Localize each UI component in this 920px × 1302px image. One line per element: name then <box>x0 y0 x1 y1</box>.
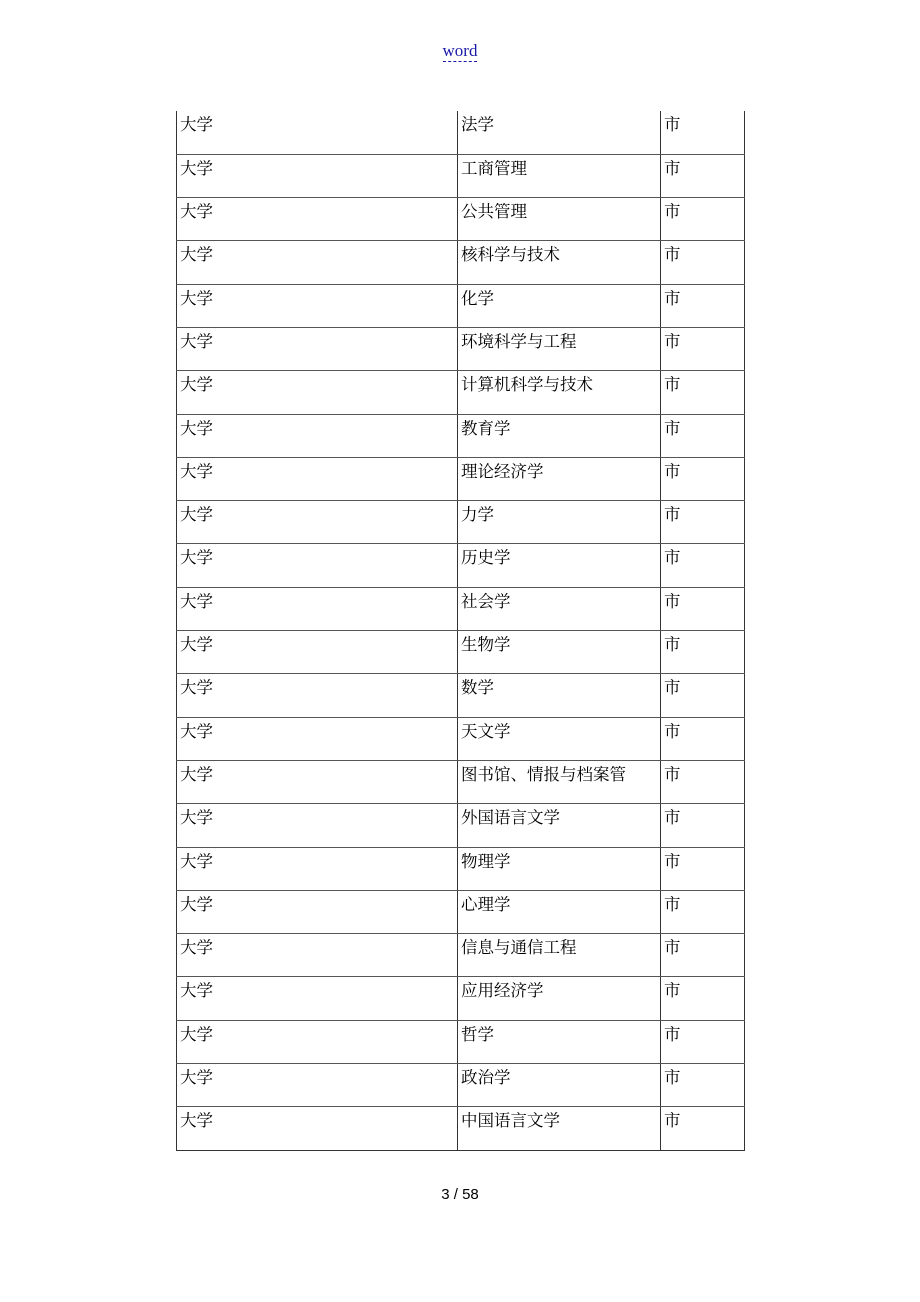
table-row <box>177 241 745 284</box>
table-row <box>177 111 745 154</box>
cell-region: 市 <box>661 198 745 241</box>
table-row <box>177 414 745 457</box>
cell-school: 大学 <box>177 587 458 630</box>
cell-major: 历史学 <box>458 544 661 587</box>
table-row <box>177 284 745 327</box>
cell-major: 中国语言文学 <box>458 1107 661 1150</box>
cell-major: 物理学 <box>458 847 661 890</box>
cell-region: 市 <box>661 327 745 370</box>
cell-school: 大学 <box>177 111 458 154</box>
cell-region: 市 <box>661 457 745 500</box>
cell-major: 哲学 <box>458 1020 661 1063</box>
page-number: 3 / 58 <box>441 1186 479 1203</box>
cell-major: 应用经济学 <box>458 977 661 1020</box>
cell-major: 环境科学与工程 <box>458 327 661 370</box>
cell-school: 大学 <box>177 1107 458 1150</box>
table-row <box>177 847 745 890</box>
table-row <box>177 1020 745 1063</box>
cell-major: 生物学 <box>458 631 661 674</box>
cell-region: 市 <box>661 760 745 803</box>
table-row <box>177 674 745 717</box>
cell-school: 大学 <box>177 674 458 717</box>
cell-major: 心理学 <box>458 890 661 933</box>
cell-major: 外国语言文学 <box>458 804 661 847</box>
cell-region: 市 <box>661 371 745 414</box>
cell-school: 大学 <box>177 241 458 284</box>
cell-school: 大学 <box>177 457 458 500</box>
cell-school: 大学 <box>177 977 458 1020</box>
table-row <box>177 890 745 933</box>
table-row <box>177 1107 745 1150</box>
data-table <box>176 111 745 1151</box>
cell-region: 市 <box>661 847 745 890</box>
cell-school: 大学 <box>177 1064 458 1107</box>
cell-region: 市 <box>661 544 745 587</box>
table-row <box>177 544 745 587</box>
cell-region: 市 <box>661 804 745 847</box>
cell-school: 大学 <box>177 327 458 370</box>
cell-school: 大学 <box>177 890 458 933</box>
cell-region: 市 <box>661 1107 745 1150</box>
cell-region: 市 <box>661 674 745 717</box>
cell-school: 大学 <box>177 717 458 760</box>
cell-school: 大学 <box>177 1020 458 1063</box>
table-row <box>177 327 745 370</box>
table-row <box>177 457 745 500</box>
cell-major: 社会学 <box>458 587 661 630</box>
cell-school: 大学 <box>177 501 458 544</box>
cell-region: 市 <box>661 890 745 933</box>
table-row <box>177 371 745 414</box>
table-row <box>177 501 745 544</box>
cell-region: 市 <box>661 1020 745 1063</box>
cell-major: 化学 <box>458 284 661 327</box>
table-body <box>177 111 745 1150</box>
cell-region: 市 <box>661 241 745 284</box>
table-row <box>177 977 745 1020</box>
cell-school: 大学 <box>177 154 458 197</box>
cell-region: 市 <box>661 631 745 674</box>
cell-region: 市 <box>661 1064 745 1107</box>
cell-major: 数学 <box>458 674 661 717</box>
cell-school: 大学 <box>177 804 458 847</box>
cell-school: 大学 <box>177 284 458 327</box>
cell-region: 市 <box>661 717 745 760</box>
cell-region: 市 <box>661 501 745 544</box>
table-row <box>177 760 745 803</box>
table-row <box>177 154 745 197</box>
cell-region: 市 <box>661 284 745 327</box>
header-link-text[interactable]: word <box>442 41 478 60</box>
cell-region: 市 <box>661 934 745 977</box>
cell-major: 信息与通信工程 <box>458 934 661 977</box>
header-link[interactable] <box>0 41 920 61</box>
cell-major: 理论经济学 <box>458 457 661 500</box>
cell-region: 市 <box>661 414 745 457</box>
table-row <box>177 631 745 674</box>
table-row <box>177 717 745 760</box>
cell-major: 天文学 <box>458 717 661 760</box>
cell-region: 市 <box>661 111 745 154</box>
table-row <box>177 804 745 847</box>
cell-school: 大学 <box>177 847 458 890</box>
cell-region: 市 <box>661 587 745 630</box>
cell-region: 市 <box>661 154 745 197</box>
cell-major: 工商管理 <box>458 154 661 197</box>
table-row <box>177 587 745 630</box>
cell-school: 大学 <box>177 198 458 241</box>
cell-major: 公共管理 <box>458 198 661 241</box>
cell-major: 法学 <box>458 111 661 154</box>
cell-school: 大学 <box>177 760 458 803</box>
cell-major: 计算机科学与技术 <box>458 371 661 414</box>
cell-school: 大学 <box>177 934 458 977</box>
cell-major: 政治学 <box>458 1064 661 1107</box>
cell-major: 教育学 <box>458 414 661 457</box>
cell-school: 大学 <box>177 371 458 414</box>
cell-school: 大学 <box>177 544 458 587</box>
cell-major: 核科学与技术 <box>458 241 661 284</box>
cell-major: 图书馆、情报与档案管 <box>458 760 661 803</box>
cell-major: 力学 <box>458 501 661 544</box>
table-row <box>177 198 745 241</box>
cell-school: 大学 <box>177 414 458 457</box>
cell-school: 大学 <box>177 631 458 674</box>
cell-region: 市 <box>661 977 745 1020</box>
table-row <box>177 934 745 977</box>
table-row <box>177 1064 745 1107</box>
